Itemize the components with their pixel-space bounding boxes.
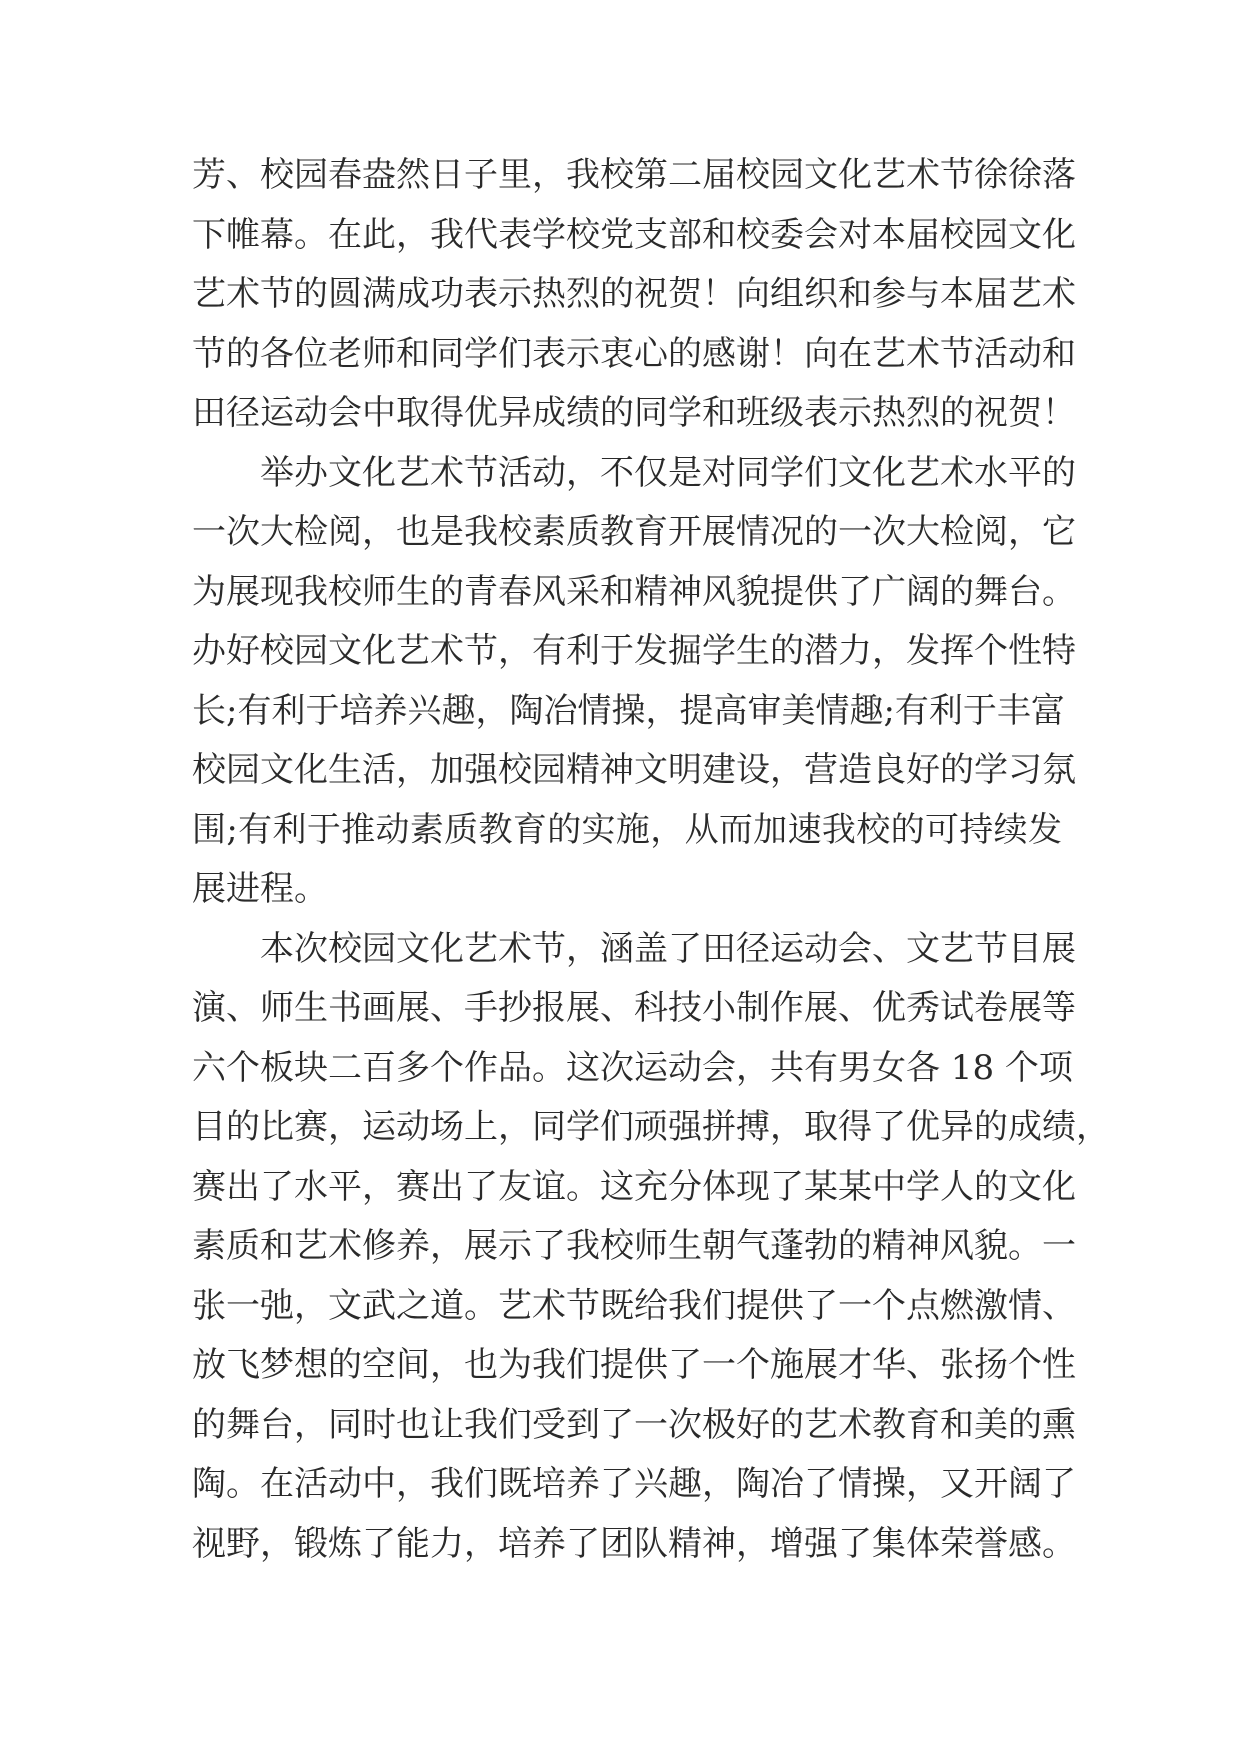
paragraph-3-line-9: 的舞台，同时也让我们受到了一次极好的艺术教育和美的熏 bbox=[192, 1404, 1076, 1445]
paragraph-1-line-1: 芳、校园春盎然日子里，我校第二届校园文化艺术节徐徐落 bbox=[192, 155, 1076, 195]
paragraph-2-line-7: 围;有利于推动素质教育的实施，从而加速我校的可持续发 bbox=[192, 809, 1062, 850]
paragraph-3-line-10: 陶。在活动中，我们既培养了兴趣，陶冶了情操，又开阔了 bbox=[192, 1464, 1076, 1504]
paragraph-3-line-7: 张一弛，文武之道。艺术节既给我们提供了一个点燃激情、 bbox=[192, 1285, 1076, 1326]
paragraph-2-line-8: 展进程。 bbox=[192, 869, 328, 909]
paragraph-2-line-2: 一次大检阅，也是我校素质教育开展情况的一次大检阅，它 bbox=[192, 512, 1076, 552]
paragraph-3-line-1: 本次校园文化艺术节，涵盖了田径运动会、文艺节目展 bbox=[260, 928, 1076, 969]
paragraph-3-line-6: 素质和艺术修养，展示了我校师生朝气蓬勃的精神风貌。一 bbox=[192, 1226, 1076, 1266]
paragraph-3-line-8: 放飞梦想的空间，也为我们提供了一个施展才华、张扬个性 bbox=[192, 1345, 1076, 1385]
paragraph-2-line-6: 校园文化生活，加强校园精神文明建设，营造良好的学习氛 bbox=[192, 750, 1076, 790]
paragraph-1-line-5: 田径运动会中取得优异成绩的同学和班级表示热烈的祝贺！ bbox=[192, 393, 1076, 433]
paragraph-2-line-5: 长;有利于培养兴趣，陶冶情操，提高审美情趣;有利于丰富 bbox=[192, 690, 1065, 731]
paragraph-2-line-3: 为展现我校师生的青春风采和精神风貌提供了广阔的舞台。 bbox=[192, 571, 1076, 612]
paragraph-1-line-4: 节的各位老师和同学们表示衷心的感谢！向在艺术节活动和 bbox=[192, 333, 1076, 374]
document-body bbox=[192, 146, 1110, 1574]
paragraph-1-line-2: 下帷幕。在此，我代表学校党支部和校委会对本届校园文化 bbox=[192, 214, 1076, 255]
paragraph-3-line-11: 视野，锻炼了能力，培养了团队精神，增强了集体荣誉感。 bbox=[192, 1523, 1076, 1564]
paragraph-3-line-5: 赛出了水平，赛出了友谊。这充分体现了某某中学人的文化 bbox=[192, 1166, 1076, 1207]
paragraph-2-line-4: 办好校园文化艺术节，有利于发掘学生的潜力，发挥个性特 bbox=[192, 631, 1076, 671]
paragraph-2-line-1: 举办文化艺术节活动，不仅是对同学们文化艺术水平的 bbox=[260, 452, 1076, 493]
paragraph-1-line-3: 艺术节的圆满成功表示热烈的祝贺！向组织和参与本届艺术 bbox=[192, 274, 1076, 314]
paragraph-3-line-3: 六个板块二百多个作品。这次运动会，共有男女各 18 个项 bbox=[192, 1047, 1073, 1088]
paragraph-3-line-2: 演、师生书画展、手抄报展、科技小制作展、优秀试卷展等 bbox=[192, 988, 1076, 1028]
paragraph-3-line-4: 目的比赛，运动场上，同学们顽强拼搏，取得了优异的成绩， bbox=[192, 1107, 1110, 1147]
